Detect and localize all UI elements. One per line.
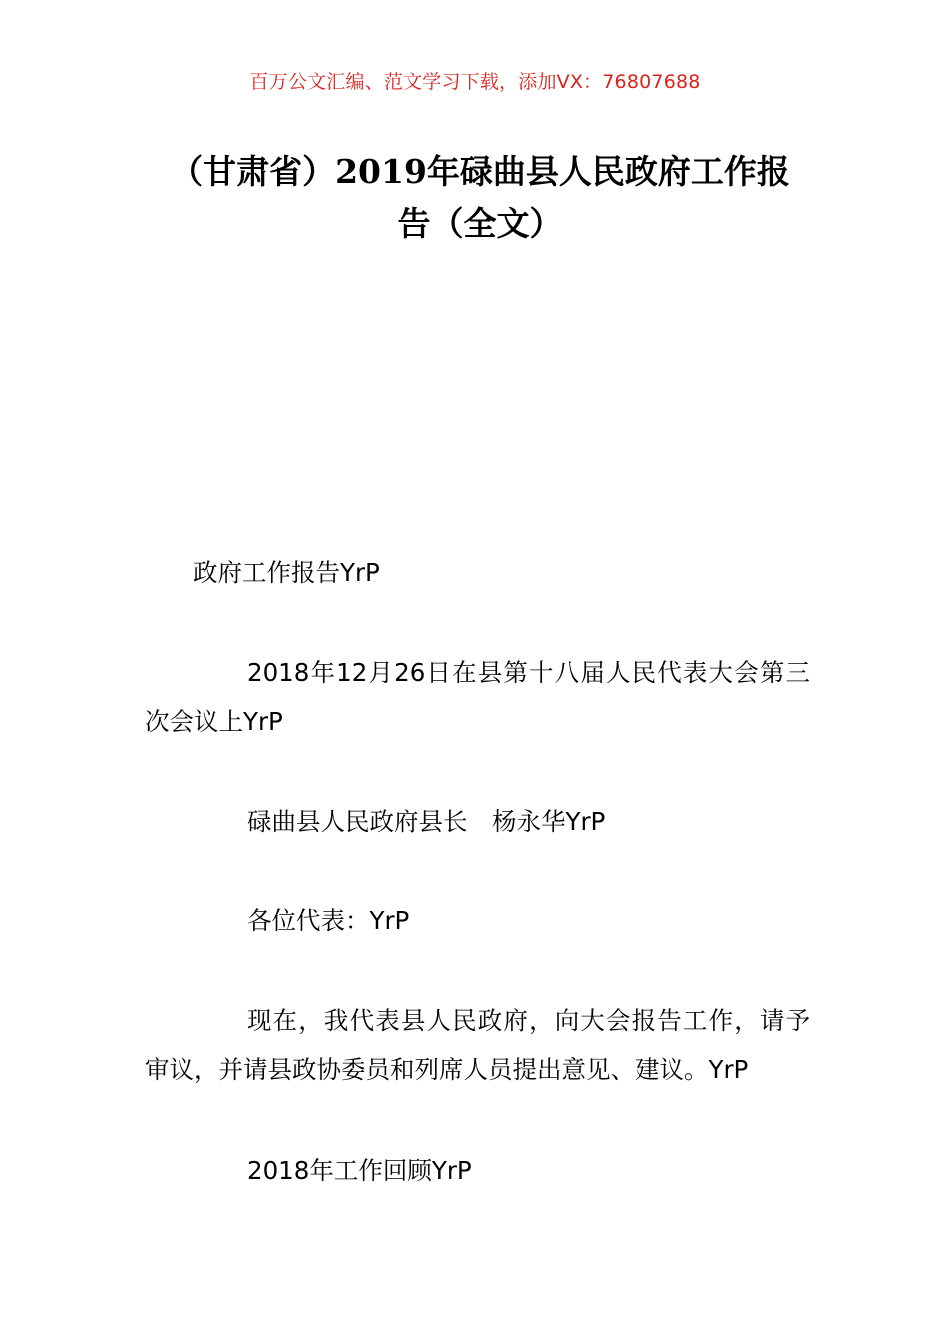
document-title: [145, 146, 815, 250]
document-title-line-2: 告（全文）: [397, 204, 563, 243]
paragraph-speaker: 碌曲县人民政府县长 杨永华YrP: [247, 807, 606, 836]
document-title-line-1: （甘肃省）2019年碌曲县人民政府工作报: [170, 152, 790, 191]
paragraph-salutation: 各位代表：YrP: [247, 906, 410, 935]
header-watermark-note: 百万公文汇编、范文学习下载，添加VX：76807688: [249, 71, 701, 93]
paragraph-report-heading: 政府工作报告YrP: [193, 558, 380, 587]
paragraph-meeting-date: 2018年12月26日在县第十八届人民代表大会第三次会议上YrP: [145, 658, 810, 736]
paragraph-section-heading: 2018年工作回顾YrP: [247, 1156, 472, 1185]
paragraph-opening: 现在，我代表县人民政府，向大会报告工作，请予审议，并请县政协委员和列席人员提出意见、建议。YrP: [145, 1006, 810, 1084]
